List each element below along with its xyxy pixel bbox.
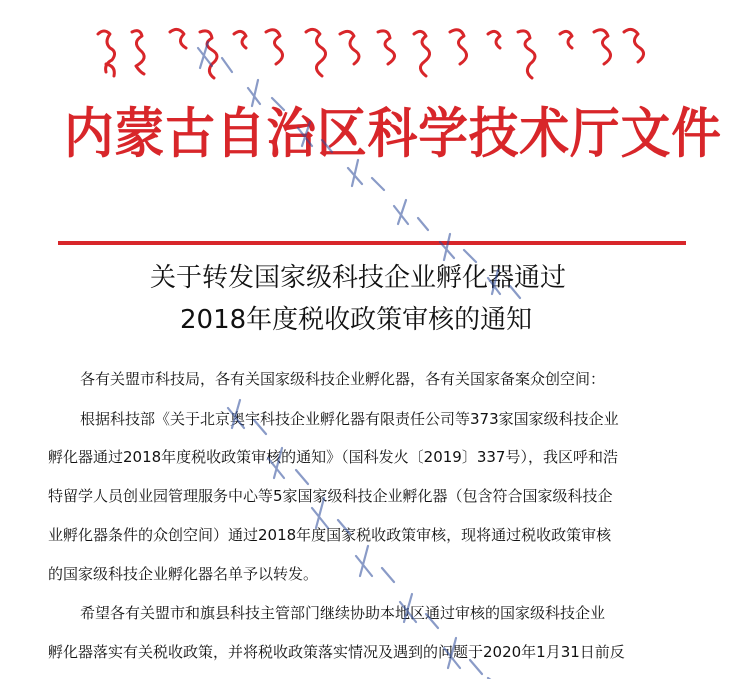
paragraph-2-line-2: 孵化器落实有关税收政策，并将税收政策落实情况及遇到的问题于2020年1月31日前反 xyxy=(48,643,625,661)
paragraph-1-line-5: 的国家级科技企业孵化器名单予以转发。 xyxy=(48,565,319,583)
document-title-line-1: 关于转发国家级科技企业孵化器通过 xyxy=(150,263,567,293)
issuing-authority-title: 内蒙古自治区科学技术厅文件 xyxy=(64,101,722,165)
paragraph-1-line-4: 业孵化器条件的众创空间）通过2018年度国家税收政策审核，现将通过税收政策审核 xyxy=(48,526,612,544)
red-divider-line xyxy=(58,241,686,245)
document-title-line-2: 2018年度税收政策审核的通知 xyxy=(180,305,533,335)
paragraph-salutation: 各有关盟市科技局，各有关国家级科技企业孵化器，各有关国家备案众创空间： xyxy=(80,370,606,388)
paragraph-1-line-1: 根据科技部《关于北京奥宇科技企业孵化器有限责任公司等373家国家级科技企业 xyxy=(80,410,619,428)
mongolian-script-heading xyxy=(88,20,648,86)
paragraph-2-line-1: 希望各有关盟市和旗县科技主管部门继续协助本地区通过审核的国家级科技企业 xyxy=(80,604,606,622)
paragraph-1-line-2: 孵化器通过2018年度税收政策审核的通知》（国科发火〔2019〕337号），我区呼和浩 xyxy=(48,448,618,466)
paragraph-1-line-3: 特留学人员创业园管理服务中心等5家国家级科技企业孵化器（包含符合国家级科技企 xyxy=(48,487,613,505)
